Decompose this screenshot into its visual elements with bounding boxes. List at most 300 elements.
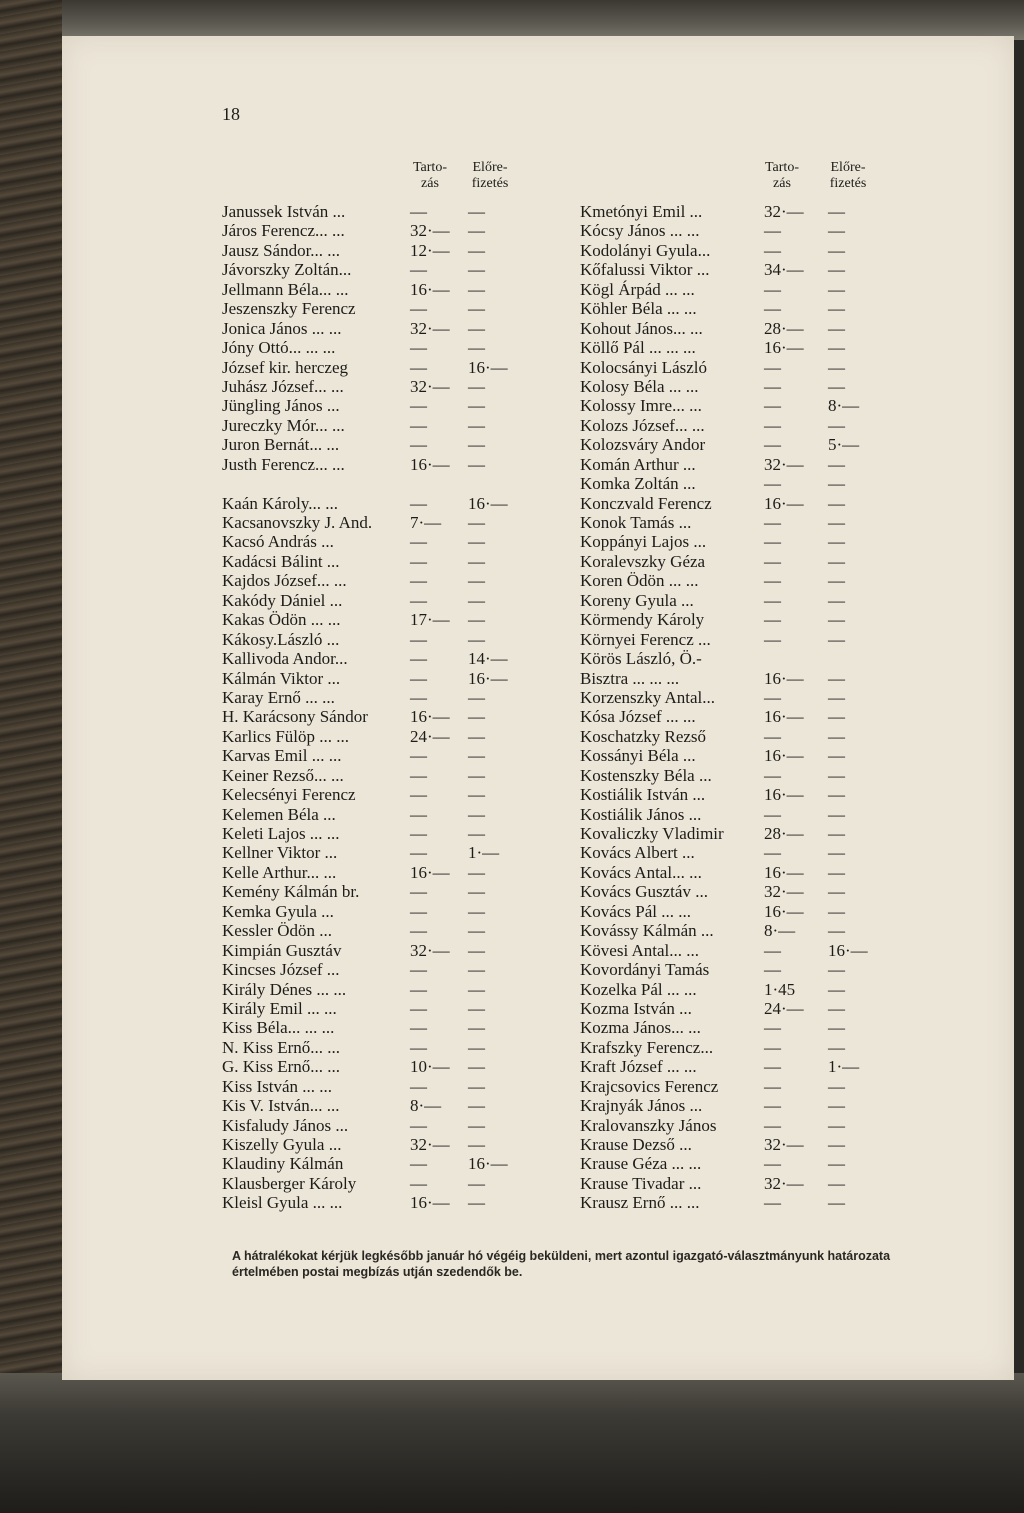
table-row bbox=[580, 649, 900, 668]
table-row bbox=[580, 591, 900, 610]
elofizetes-value: — bbox=[468, 260, 485, 280]
elofizetes-value: — bbox=[828, 979, 845, 999]
elofizetes-value: — bbox=[828, 921, 845, 941]
table-row bbox=[580, 843, 900, 862]
elofizetes-value: — bbox=[468, 765, 485, 785]
member-name: Kósa József ... ... bbox=[580, 707, 696, 727]
member-name: Környei Ferencz ... bbox=[580, 629, 711, 649]
table-row bbox=[580, 241, 900, 260]
member-name: Jüngling János ... bbox=[222, 396, 340, 416]
elofizetes-value: — bbox=[468, 1057, 485, 1077]
table-row bbox=[222, 960, 542, 979]
member-name: Jausz Sándor... ... bbox=[222, 240, 341, 260]
header-line: fizetés bbox=[471, 176, 509, 191]
member-name: Kovács Pál ... ... bbox=[580, 901, 691, 921]
tartozas-value: — bbox=[410, 1076, 427, 1096]
table-row bbox=[580, 1154, 900, 1173]
tartozas-value: — bbox=[410, 882, 427, 902]
tartozas-value: 12·— bbox=[410, 240, 450, 260]
tartozas-value: — bbox=[410, 1154, 427, 1174]
table-row bbox=[222, 1018, 542, 1037]
tartozas-value: 32·— bbox=[410, 940, 450, 960]
table-row bbox=[222, 260, 542, 279]
member-name: Korzenszky Antal... bbox=[580, 687, 716, 707]
elofizetes-value: 16·— bbox=[468, 493, 508, 513]
member-name: Jureczky Mór... ... bbox=[222, 415, 345, 435]
member-name: Kohout János... ... bbox=[580, 318, 703, 338]
elofizetes-value: — bbox=[468, 299, 485, 319]
elofizetes-value: 1·— bbox=[468, 843, 500, 863]
elofizetes-value: — bbox=[468, 396, 485, 416]
elofizetes-value: — bbox=[468, 610, 485, 630]
table-row bbox=[222, 669, 542, 688]
table-row bbox=[580, 941, 900, 960]
table-row bbox=[222, 843, 542, 862]
elofizetes-value: — bbox=[828, 532, 845, 552]
elofizetes-value: 5·— bbox=[828, 435, 860, 455]
tartozas-value: — bbox=[764, 1037, 781, 1057]
tartozas-value: 32·— bbox=[410, 318, 450, 338]
member-name: Kakas Ödön ... ... bbox=[222, 610, 341, 630]
elofizetes-value: — bbox=[828, 260, 845, 280]
member-name: Keiner Rezső... ... bbox=[222, 765, 344, 785]
elofizetes-value: — bbox=[468, 1115, 485, 1135]
right-header-tartozas bbox=[752, 160, 812, 192]
table-row bbox=[222, 941, 542, 960]
elofizetes-value: — bbox=[828, 1076, 845, 1096]
member-name: Kemény Kálmán br. bbox=[222, 882, 360, 902]
member-name: Jeszenszky Ferencz bbox=[222, 299, 356, 319]
elofizetes-value: — bbox=[828, 1115, 845, 1135]
elofizetes-value: — bbox=[468, 921, 485, 941]
elofizetes-value: — bbox=[828, 493, 845, 513]
page-number: 18 bbox=[222, 104, 240, 124]
tartozas-value: 28·— bbox=[764, 318, 804, 338]
table-row bbox=[580, 474, 900, 493]
elofizetes-value: — bbox=[468, 785, 485, 805]
table-row bbox=[580, 707, 900, 726]
member-name: Komán Arthur ... bbox=[580, 454, 696, 474]
table-row bbox=[222, 319, 542, 338]
member-name: Kellner Viktor ... bbox=[222, 843, 338, 863]
tartozas-value: — bbox=[764, 221, 781, 241]
member-name: Király Dénes ... ... bbox=[222, 979, 347, 999]
elofizetes-value: — bbox=[828, 804, 845, 824]
elofizetes-value: — bbox=[468, 707, 485, 727]
table-row bbox=[580, 785, 900, 804]
member-name: Krause Géza ... ... bbox=[580, 1154, 702, 1174]
member-name: Kacsanovszky J. And. bbox=[222, 513, 373, 532]
book-cover-top bbox=[0, 0, 1024, 40]
tartozas-value: — bbox=[764, 804, 781, 824]
member-name: H. Karácsony Sándor bbox=[222, 707, 368, 727]
member-name: Koreny Gyula ... bbox=[580, 590, 694, 610]
table-row bbox=[222, 338, 542, 357]
tartozas-value: — bbox=[410, 746, 427, 766]
tartozas-value: 16·— bbox=[764, 338, 804, 358]
member-name: Kostenszky Béla ... bbox=[580, 765, 712, 785]
member-name: Klaudiny Kálmán bbox=[222, 1154, 344, 1174]
tartozas-value: — bbox=[764, 843, 781, 863]
table-row bbox=[580, 494, 900, 513]
table-row bbox=[580, 1018, 900, 1037]
member-name: Krause Tivadar ... bbox=[580, 1173, 702, 1193]
table-row bbox=[580, 1135, 900, 1154]
member-name: Járos Ferencz... ... bbox=[222, 221, 345, 241]
table-row bbox=[580, 338, 900, 357]
elofizetes-value: — bbox=[828, 202, 845, 221]
tartozas-value: 32·— bbox=[410, 1135, 450, 1154]
member-name: Király Emil ... ... bbox=[222, 998, 337, 1018]
tartozas-value: — bbox=[410, 668, 427, 688]
tartozas-value: — bbox=[764, 571, 781, 591]
elofizetes-value: — bbox=[828, 571, 845, 591]
member-name: Karvas Emil ... ... bbox=[222, 746, 342, 766]
tartozas-value: 10·— bbox=[410, 1057, 450, 1077]
elofizetes-value: — bbox=[828, 746, 845, 766]
elofizetes-value: — bbox=[828, 357, 845, 377]
header-line: zás bbox=[773, 176, 791, 191]
member-name: Kaán Károly... ... bbox=[222, 493, 338, 513]
member-name: Kelle Arthur... ... bbox=[222, 862, 337, 882]
member-name: Kessler Ödön ... bbox=[222, 921, 333, 941]
member-name: Kozma István ... bbox=[580, 998, 692, 1018]
tartozas-value: — bbox=[410, 202, 427, 221]
member-name: Kovács Gusztáv ... bbox=[580, 882, 708, 902]
book-cover-bottom bbox=[0, 1373, 1024, 1513]
table-row bbox=[222, 980, 542, 999]
tartozas-value: — bbox=[764, 1096, 781, 1116]
table-row bbox=[222, 785, 542, 804]
table-row bbox=[580, 1096, 900, 1115]
elofizetes-value: 16·— bbox=[828, 940, 868, 960]
elofizetes-value: — bbox=[828, 590, 845, 610]
elofizetes-value: — bbox=[828, 513, 845, 532]
tartozas-value: — bbox=[410, 843, 427, 863]
tartozas-value: — bbox=[764, 1115, 781, 1135]
elofizetes-value: — bbox=[828, 376, 845, 396]
tartozas-value: — bbox=[410, 357, 427, 377]
member-name: Kmetónyi Emil ... bbox=[580, 202, 703, 221]
member-name: Kimpián Gusztáv bbox=[222, 940, 342, 960]
member-name: Kögl Árpád ... ... bbox=[580, 279, 695, 299]
tartozas-value: 16·— bbox=[764, 862, 804, 882]
table-row bbox=[580, 921, 900, 940]
member-name: Komka Zoltán ... bbox=[580, 474, 696, 494]
elofizetes-value: — bbox=[468, 202, 485, 221]
elofizetes-value: — bbox=[828, 824, 845, 843]
elofizetes-value: — bbox=[828, 668, 845, 688]
table-row bbox=[580, 396, 900, 415]
elofizetes-value: — bbox=[468, 862, 485, 882]
header-line: Előre- bbox=[472, 160, 508, 175]
tartozas-value: 16·— bbox=[410, 707, 450, 727]
table-row bbox=[580, 377, 900, 396]
tartozas-value: — bbox=[410, 1173, 427, 1193]
member-name: Bisztra ... ... ... bbox=[580, 668, 680, 688]
member-name: Kolozs József... ... bbox=[580, 415, 705, 435]
member-name: Krause Dezső ... bbox=[580, 1135, 692, 1154]
tartozas-value: 16·— bbox=[410, 862, 450, 882]
table-row bbox=[222, 649, 542, 668]
table-row bbox=[222, 746, 542, 765]
elofizetes-value: — bbox=[468, 240, 485, 260]
elofizetes-value: 1·— bbox=[828, 1057, 860, 1077]
table-row bbox=[222, 299, 542, 318]
tartozas-value: — bbox=[764, 1076, 781, 1096]
elofizetes-value: — bbox=[468, 940, 485, 960]
table-row bbox=[222, 435, 542, 454]
elofizetes-value: — bbox=[828, 338, 845, 358]
elofizetes-value: — bbox=[468, 998, 485, 1018]
tartozas-value: — bbox=[410, 979, 427, 999]
elofizetes-value: — bbox=[828, 279, 845, 299]
table-row bbox=[580, 980, 900, 999]
tartozas-value: — bbox=[764, 240, 781, 260]
header-line: zás bbox=[421, 176, 439, 191]
elofizetes-value: — bbox=[468, 435, 485, 455]
member-name: Krajnyák János ... bbox=[580, 1096, 703, 1116]
table-row bbox=[222, 727, 542, 746]
member-name: Kadácsi Bálint ... bbox=[222, 551, 340, 571]
member-name: Kraft József ... ... bbox=[580, 1057, 697, 1077]
member-name: Kövesi Antal... ... bbox=[580, 940, 699, 960]
tartozas-value: — bbox=[764, 726, 781, 746]
tartozas-value: — bbox=[410, 260, 427, 280]
table-row bbox=[580, 688, 900, 707]
tartozas-value: — bbox=[410, 1037, 427, 1057]
tartozas-value: — bbox=[764, 435, 781, 455]
member-name: Kallivoda Andor... bbox=[222, 649, 348, 669]
tartozas-value: — bbox=[410, 415, 427, 435]
table-row bbox=[580, 532, 900, 551]
tartozas-value: — bbox=[410, 571, 427, 591]
tartozas-value: — bbox=[410, 1018, 427, 1038]
table-row bbox=[580, 630, 900, 649]
tartozas-value: 32·— bbox=[764, 202, 804, 221]
elofizetes-value: — bbox=[468, 1037, 485, 1057]
tartozas-value: — bbox=[764, 1018, 781, 1038]
table-row bbox=[580, 746, 900, 765]
table-row bbox=[222, 805, 542, 824]
table-row bbox=[580, 902, 900, 921]
member-name: Janussek István ... bbox=[222, 202, 346, 221]
member-name: Kolocsányi László bbox=[580, 357, 707, 377]
table-row bbox=[222, 630, 542, 649]
tartozas-value: 16·— bbox=[764, 901, 804, 921]
tartozas-value: — bbox=[764, 551, 781, 571]
member-name: Kőfalussi Viktor ... bbox=[580, 260, 710, 280]
tartozas-value: — bbox=[410, 687, 427, 707]
table-row bbox=[222, 902, 542, 921]
member-name: Kleisl Gyula ... ... bbox=[222, 1193, 343, 1213]
member-name: Kemka Gyula ... bbox=[222, 901, 334, 921]
member-name: Kakódy Dániel ... bbox=[222, 590, 343, 610]
tartozas-value: 34·— bbox=[764, 260, 804, 280]
elofizetes-value: 8·— bbox=[828, 396, 860, 416]
table-row bbox=[580, 1038, 900, 1057]
tartozas-value: — bbox=[410, 785, 427, 805]
table-row bbox=[222, 610, 542, 629]
tartozas-value: 8·— bbox=[410, 1096, 442, 1116]
tartozas-value: — bbox=[410, 532, 427, 552]
tartozas-value: 24·— bbox=[764, 998, 804, 1018]
table-row bbox=[222, 513, 542, 532]
table-row bbox=[580, 863, 900, 882]
tartozas-value: — bbox=[764, 396, 781, 416]
elofizetes-value: — bbox=[828, 785, 845, 805]
member-name: Krafszky Ferencz... bbox=[580, 1037, 714, 1057]
table-row bbox=[580, 416, 900, 435]
table-row bbox=[580, 960, 900, 979]
member-name: Koppányi Lajos ... bbox=[580, 532, 707, 552]
tartozas-value: 7·— bbox=[410, 513, 442, 532]
table-row bbox=[580, 260, 900, 279]
elofizetes-value: — bbox=[468, 279, 485, 299]
elofizetes-value: — bbox=[828, 551, 845, 571]
elofizetes-value: — bbox=[468, 376, 485, 396]
elofizetes-value: — bbox=[828, 1193, 845, 1213]
member-name: Körös László, Ö.- bbox=[580, 649, 702, 669]
table-row bbox=[222, 766, 542, 785]
tartozas-value: — bbox=[764, 279, 781, 299]
elofizetes-value: — bbox=[828, 1154, 845, 1174]
tartozas-value: — bbox=[764, 474, 781, 494]
table-row bbox=[222, 241, 542, 260]
elofizetes-value: — bbox=[828, 960, 845, 980]
tartozas-value: 16·— bbox=[410, 279, 450, 299]
table-row bbox=[222, 921, 542, 940]
tartozas-value: 32·— bbox=[764, 882, 804, 902]
table-row bbox=[580, 435, 900, 454]
table-row bbox=[222, 707, 542, 726]
table-row bbox=[580, 1077, 900, 1096]
tartozas-value: 32·— bbox=[764, 1135, 804, 1154]
elofizetes-value: — bbox=[828, 862, 845, 882]
tartozas-value: 16·— bbox=[764, 493, 804, 513]
member-name: N. Kiss Ernő... ... bbox=[222, 1037, 341, 1057]
elofizetes-value: — bbox=[828, 629, 845, 649]
table-row bbox=[222, 1116, 542, 1135]
member-name: Koren Ödön ... ... bbox=[580, 571, 699, 591]
member-name: Kálmán Viktor ... bbox=[222, 668, 341, 688]
elofizetes-value: — bbox=[468, 338, 485, 358]
elofizetes-value: — bbox=[828, 1135, 845, 1154]
elofizetes-value: — bbox=[468, 221, 485, 241]
member-name: Kis V. István... ... bbox=[222, 1096, 340, 1116]
member-name: Kovordányi Tamás bbox=[580, 960, 710, 980]
member-name: Kossányi Béla ... bbox=[580, 746, 696, 766]
table-row bbox=[222, 1154, 542, 1173]
elofizetes-value: — bbox=[828, 765, 845, 785]
table-row bbox=[580, 202, 900, 221]
elofizetes-value: 16·— bbox=[468, 1154, 508, 1174]
tartozas-value: — bbox=[410, 396, 427, 416]
member-name: Koralevszky Géza bbox=[580, 551, 706, 571]
member-name: Kolossy Imre... ... bbox=[580, 396, 702, 416]
table-row bbox=[580, 1193, 900, 1212]
elofizetes-value: — bbox=[828, 1173, 845, 1193]
elofizetes-value: 16·— bbox=[468, 668, 508, 688]
elofizetes-value: — bbox=[828, 1037, 845, 1057]
header-line: fizetés bbox=[829, 176, 867, 191]
member-name: Kozelka Pál ... ... bbox=[580, 979, 697, 999]
tartozas-value: — bbox=[764, 299, 781, 319]
member-name: Kákosy.László ... bbox=[222, 629, 340, 649]
table-row bbox=[222, 358, 542, 377]
tartozas-value: 32·— bbox=[410, 221, 450, 241]
tartozas-value: 16·— bbox=[410, 454, 450, 474]
table-row bbox=[580, 552, 900, 571]
table-row bbox=[580, 805, 900, 824]
elofizetes-value: — bbox=[828, 687, 845, 707]
member-name: Kostiálik István ... bbox=[580, 785, 706, 805]
elofizetes-value: — bbox=[468, 532, 485, 552]
elofizetes-value: — bbox=[468, 746, 485, 766]
elofizetes-value: — bbox=[828, 221, 845, 241]
tartozas-value: — bbox=[764, 629, 781, 649]
table-row bbox=[222, 455, 542, 474]
tartozas-value: 16·— bbox=[764, 785, 804, 805]
elofizetes-value: — bbox=[468, 882, 485, 902]
tartozas-value: — bbox=[410, 824, 427, 843]
elofizetes-value: — bbox=[828, 1018, 845, 1038]
tartozas-value: — bbox=[764, 1057, 781, 1077]
right-member-list bbox=[580, 202, 900, 1213]
member-name: Karlics Fülöp ... ... bbox=[222, 726, 350, 746]
left-header-eloerefizetes bbox=[460, 160, 520, 192]
elofizetes-value: — bbox=[468, 1018, 485, 1038]
member-name: Kincses József ... bbox=[222, 960, 340, 980]
tartozas-value: 28·— bbox=[764, 824, 804, 843]
table-row bbox=[580, 1057, 900, 1076]
table-row bbox=[222, 396, 542, 415]
elofizetes-value: — bbox=[468, 824, 485, 843]
table-row bbox=[222, 416, 542, 435]
tartozas-value: — bbox=[410, 804, 427, 824]
table-row bbox=[580, 280, 900, 299]
table-row bbox=[580, 766, 900, 785]
elofizetes-value: — bbox=[468, 1135, 485, 1154]
table-row bbox=[580, 1116, 900, 1135]
tartozas-value: — bbox=[410, 765, 427, 785]
tartozas-value: — bbox=[764, 532, 781, 552]
tartozas-value: — bbox=[764, 765, 781, 785]
tartozas-value: — bbox=[764, 1193, 781, 1213]
table-row bbox=[222, 1135, 542, 1154]
member-name: Köllő Pál ... ... ... bbox=[580, 338, 696, 358]
elofizetes-value: — bbox=[468, 687, 485, 707]
tartozas-value: — bbox=[410, 551, 427, 571]
elofizetes-value: 16·— bbox=[468, 357, 508, 377]
table-row bbox=[580, 882, 900, 901]
elofizetes-value: — bbox=[828, 843, 845, 863]
member-name: Kacsó András ... bbox=[222, 532, 334, 552]
table-row bbox=[222, 999, 542, 1018]
elofizetes-value: — bbox=[468, 1173, 485, 1193]
member-name: Kolosy Béla ... ... bbox=[580, 376, 699, 396]
tartozas-value: 24·— bbox=[410, 726, 450, 746]
table-row bbox=[580, 999, 900, 1018]
member-name: Kozma János... ... bbox=[580, 1018, 701, 1038]
tartozas-value: — bbox=[764, 940, 781, 960]
table-row bbox=[580, 319, 900, 338]
table-row bbox=[222, 863, 542, 882]
member-name: Justh Ferencz... ... bbox=[222, 454, 345, 474]
elofizetes-value: — bbox=[828, 454, 845, 474]
member-name: Keleti Lajos ... ... bbox=[222, 824, 340, 843]
table-row bbox=[222, 824, 542, 843]
